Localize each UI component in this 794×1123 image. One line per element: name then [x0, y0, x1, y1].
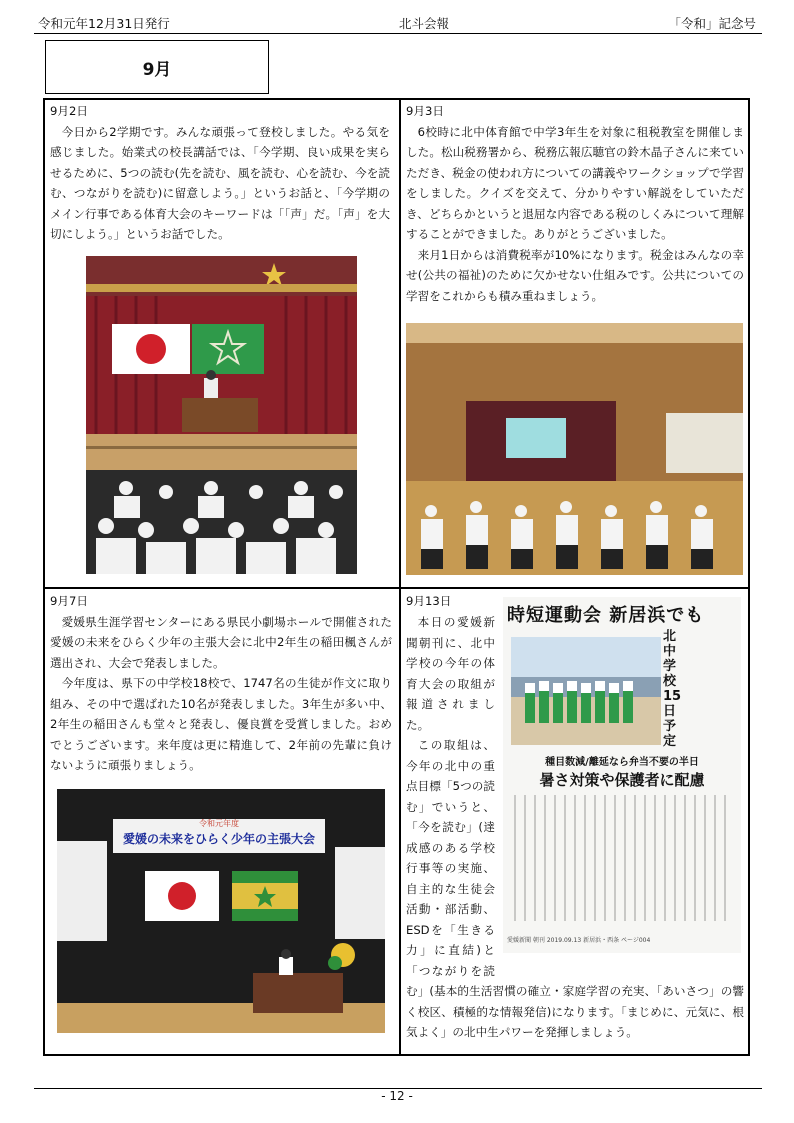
entry-text: 今年度は、県下の中学校18校で、1747名の生徒が作文に取り組み、その中で選ばれた10名が発表しました。3年生が多い中、2年生の稲田さんも堂々と発表し、優良賞を受賞しました。おめでとうございます。来年度は更に精進して、2年前の先輩に負けないように頑張りましょう。 — [50, 676, 392, 772]
entry-text: 本日の愛媛新聞朝刊に、北中学校の今年の体育大会の取組が報道されました。 — [406, 615, 495, 732]
month-title: 9月 — [45, 40, 269, 94]
speech-contest-photo — [57, 789, 385, 1033]
page-number: - 12 - — [381, 1089, 413, 1103]
entry-date: 9月13日 — [406, 594, 452, 608]
entry-sep-3 — [406, 101, 744, 306]
grid-divider-vertical — [399, 98, 401, 1056]
entry-date: 9月3日 — [406, 104, 444, 118]
grid-divider-horizontal — [43, 587, 750, 589]
opening-ceremony-photo — [86, 256, 357, 574]
issue-date: 令和元年12月31日発行 — [38, 16, 170, 31]
newspaper-subheadline-2: 暑さ対策や保護者に配慮 — [539, 771, 705, 789]
newspaper-clipping — [503, 597, 741, 953]
header-rule — [34, 33, 762, 34]
banner-year: 令和元年度 — [199, 819, 239, 828]
entry-text: 来月1日からは消費税率が10%になります。税金はみんなの幸せ(公共の福祉)のために欠かせない仕組みです。公共についての学習をこれからも積み重ねましょう。 — [406, 247, 744, 303]
entry-text: 6校時に北中体育館で中学3年生を対象に租税教室を開催しました。松山税務署から、税務広報広聴官の鈴木晶子さんに来ていただき、税金の使われ方についての講義やワークショップで学習をしました。クイズを交えて、分かりやすい解説をしていただき、どちらかというと退屈な内容である税のしくみについて理解することができました。ありがとうございました。 — [406, 124, 744, 241]
newspaper-credit: 愛媛新聞 朝刊 2019.09.13 新居浜・西条 ページ004 — [507, 937, 651, 944]
entry-sep-2 — [50, 101, 390, 245]
tax-class-photo — [406, 323, 743, 575]
banner-title: 愛媛の未来をひらく少年の主張大会 — [122, 832, 315, 846]
issue-name: 「令和」記念号 — [668, 16, 756, 31]
publication-title: 北斗会報 — [399, 16, 450, 31]
newspaper-subheadline: 種目数減/離延なら弁当不要の半日 — [545, 757, 699, 768]
entry-date: 9月7日 — [50, 594, 88, 608]
entry-date: 9月2日 — [50, 104, 88, 118]
entry-text: 今日から2学期です。みんな頑張って登校しました。やる気を感じました。始業式の校長講話では、「今学期、良い成果を実らせるために、5つの読む(先を読む、風を読む、心を読む、今を読む、つながりを読む)に留意しよう。」というお話と、「今学期のメイン行事である体育大会のキーワードは「「声」だ。「声」を大切にしよう。」というお話でした。 — [50, 124, 390, 241]
entry-text: この取組は、今年の北中の重点目標「5つの読む」でいうと、「今を読む」(達成感のある学校行事等の実施、自主的な生徒会活動・部活動、ESDを「生きる力」に直結)と「つながりを読む」(基本的生活習慣の確立・家庭学習の充実、「あいさつ」の響く校区、積極的な情報発信)になります。「まじめに、元気に、根気よく」の北中生パワーを発揮しましょう。 — [406, 738, 744, 1039]
page-header — [36, 14, 760, 32]
entry-sep-13 — [406, 591, 498, 612]
newspaper-side-headline: 北中学校15日予定 — [663, 629, 682, 749]
newspaper-headline: 時短運動会 新居浜でも — [507, 605, 705, 626]
entry-text: 愛媛県生涯学習センターにある県民小劇場ホールで開催された愛媛の未来をひらく少年の主張大会に北中2年生の稲田楓さんが選出され、大会で発表しました。 — [50, 614, 392, 670]
entry-sep-7 — [50, 591, 392, 776]
contest-banner — [113, 819, 325, 853]
